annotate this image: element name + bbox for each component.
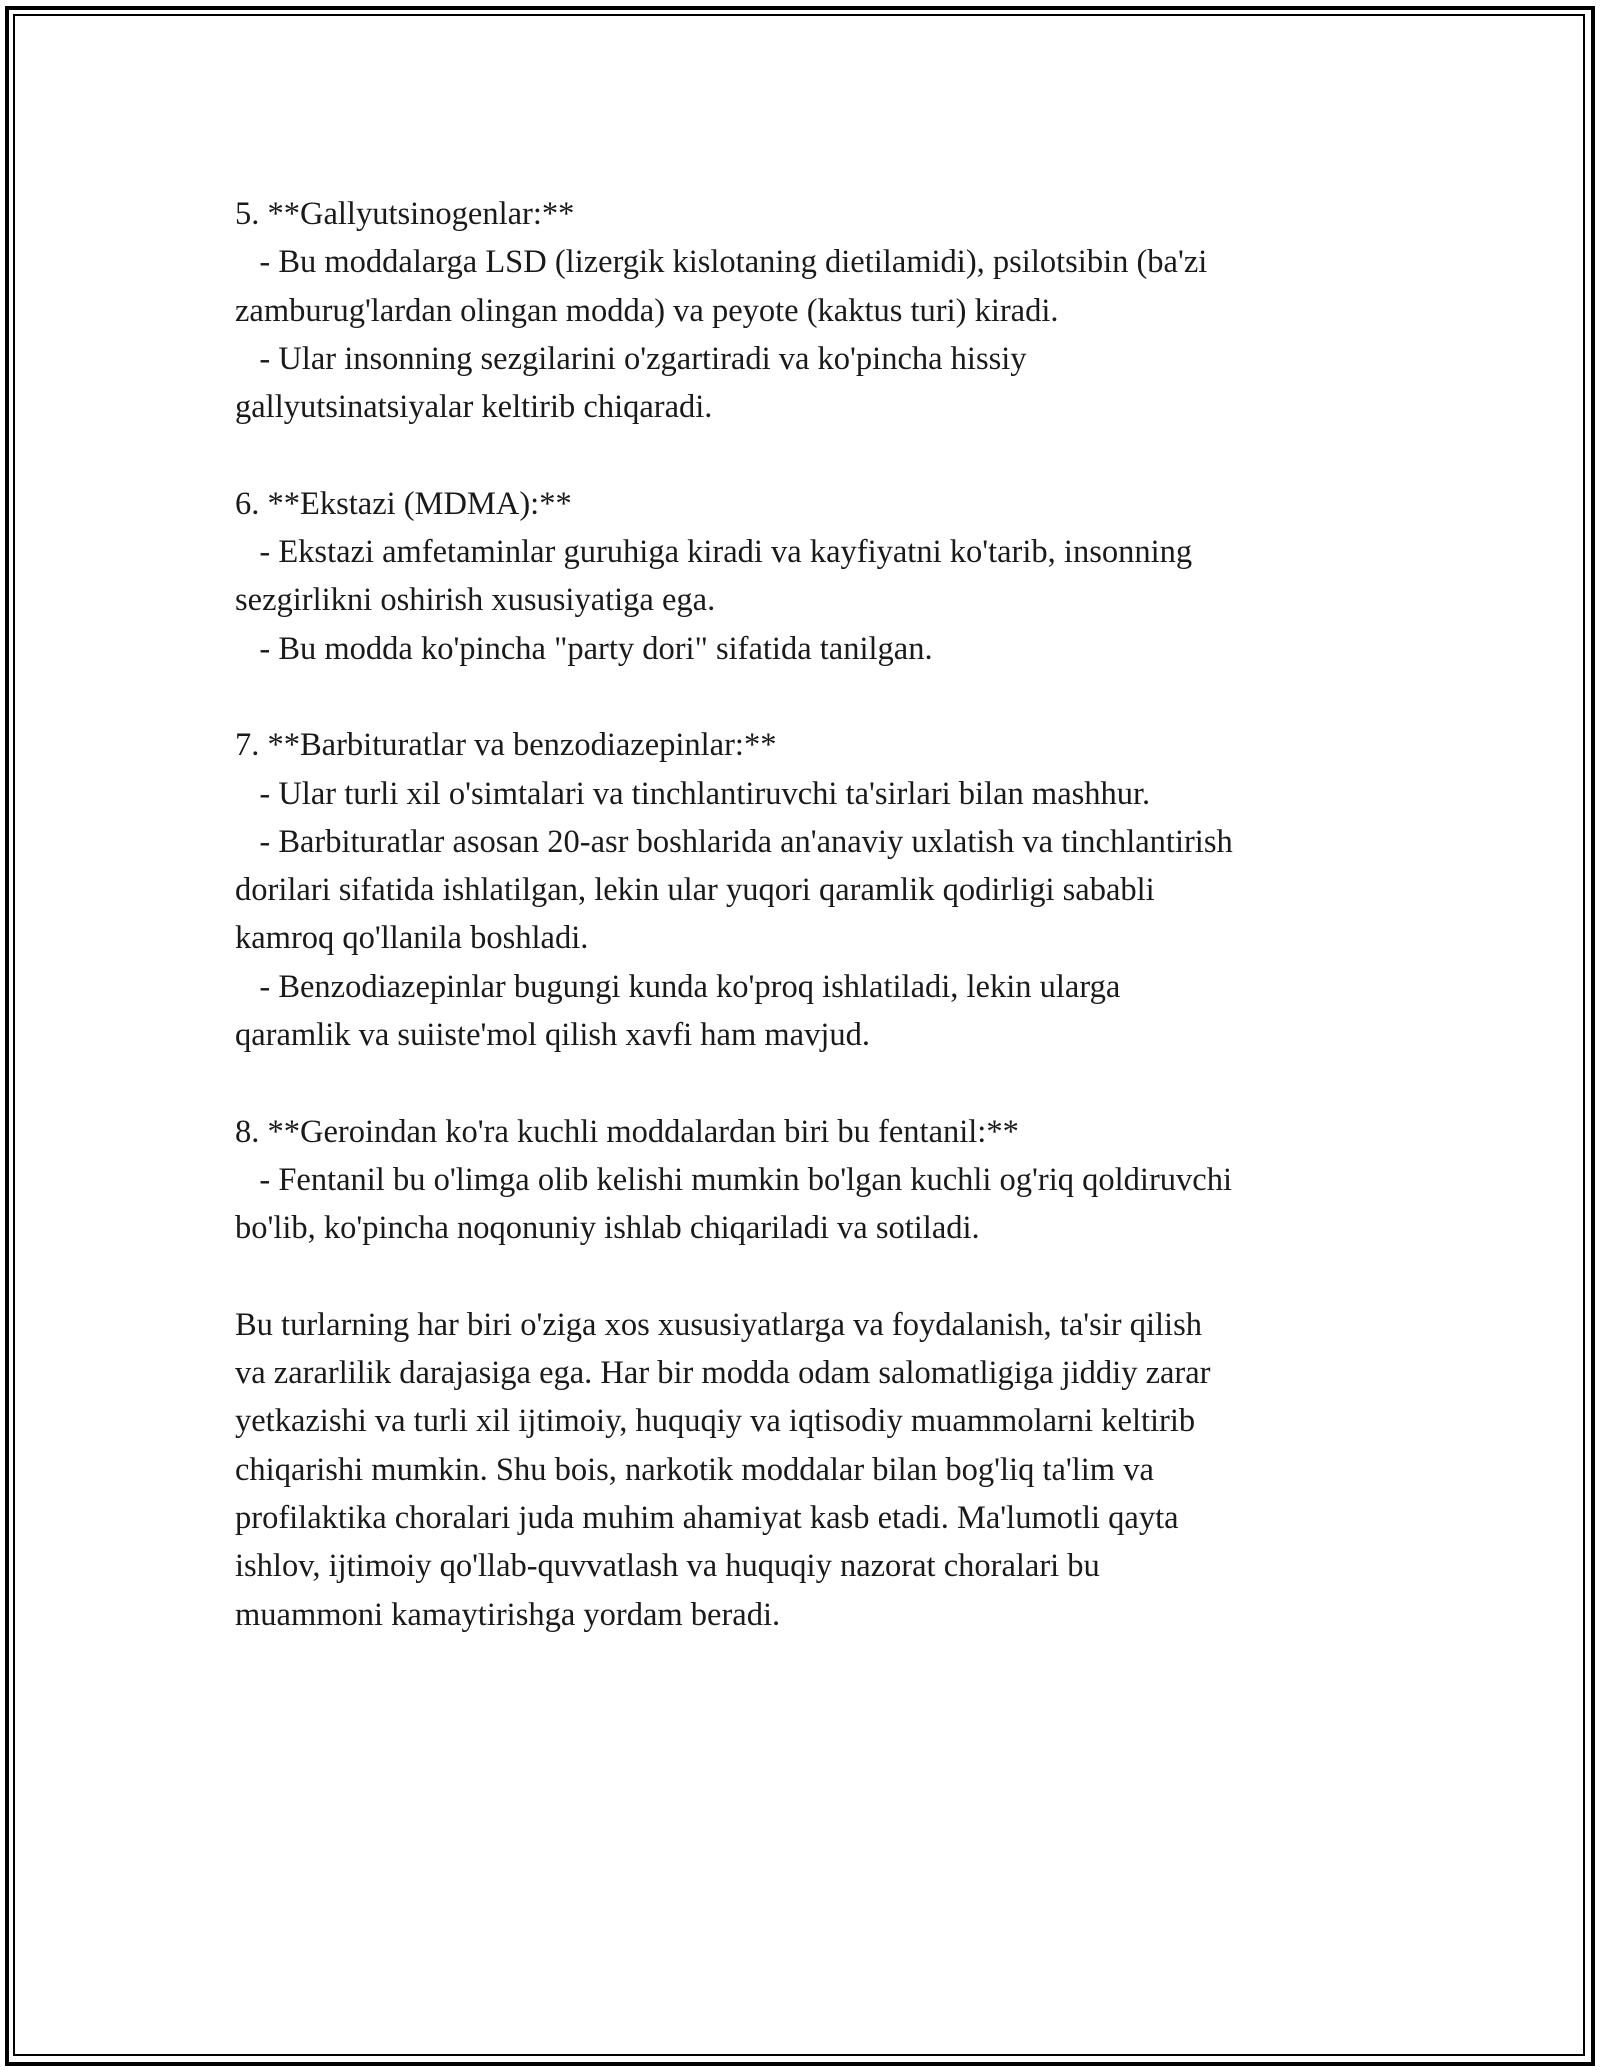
section-line: kamroq qo'llanila boshladi. — [235, 920, 589, 957]
section-heading: 7. **Barbituratlar va benzodiazepinlar:** — [235, 727, 777, 764]
section-line: - Ular turli xil o'simtalari va tinchlantiruvchi ta'sirlari bilan mashhur. — [235, 775, 1151, 812]
section-line: dorilari sifatida ishlatilgan, lekin ular yuqori qaramlik qodirligi sababli — [235, 872, 1155, 909]
section-line: gallyutsinatsiyalar keltirib chiqaradi. — [235, 389, 713, 426]
section-ekstazi — [235, 480, 1385, 673]
section-line: - Benzodiazepinlar bugungi kunda ko'proq ishlatiladi, lekin ularga — [235, 968, 1121, 1005]
section-barbituratlar — [235, 721, 1385, 1059]
paragraph-spacer — [235, 431, 1385, 479]
conclusion-line: chiqarishi mumkin. Shu bois, narkotik moddalar bilan bog'liq ta'lim va — [235, 1451, 1154, 1488]
section-heading: 8. **Geroindan ko'ra kuchli moddalardan biri bu fentanil:** — [235, 1113, 1019, 1150]
conclusion-line: muammoni kamaytirishga yordam beradi. — [235, 1596, 781, 1633]
section-line: - Bu modda ko'pincha "party dori" sifatida tanilgan. — [235, 630, 933, 667]
conclusion-paragraph — [235, 1301, 1385, 1639]
conclusion-line: va zararlilik darajasiga ega. Har bir modda odam salomatligiga jiddiy zarar — [235, 1355, 1211, 1392]
paragraph-spacer — [235, 1253, 1385, 1301]
section-line: - Barbituratlar asosan 20-asr boshlarida an'anaviy uxlatish va tinchlantirish — [235, 823, 1233, 860]
section-fentanil — [235, 1108, 1385, 1253]
conclusion-line: ishlov, ijtimoiy qo'llab-quvvatlash va huquqiy nazorat choralari bu — [235, 1548, 1100, 1585]
section-line: - Bu moddalarga LSD (lizergik kislotaning dietilamidi), psilotsibin (ba'zi — [235, 244, 1208, 281]
conclusion-line: yetkazishi va turli xil ijtimoiy, huquqiy va iqtisodiy muammolarni keltirib — [235, 1403, 1196, 1440]
conclusion-line: profilaktika choralari juda muhim ahamiyat kasb etadi. Ma'lumotli qayta — [235, 1500, 1179, 1537]
conclusion-line: Bu turlarning har biri o'ziga xos xususiyatlarga va foydalanish, ta'sir qilish — [235, 1306, 1202, 1343]
document-body — [235, 190, 1385, 1639]
section-line: sezgirlikni oshirish xususiyatiga ega. — [235, 582, 716, 619]
section-gallyutsinogenlar — [235, 190, 1385, 431]
section-line: - Fentanil bu o'limga olib kelishi mumkin bo'lgan kuchli og'riq qoldiruvchi — [235, 1161, 1232, 1198]
section-line: qaramlik va suiiste'mol qilish xavfi ham mavjud. — [235, 1017, 870, 1054]
section-line: - Ekstazi amfetaminlar guruhiga kiradi va kayfiyatni ko'tarib, insonning — [235, 534, 1193, 571]
section-heading: 6. **Ekstazi (MDMA):** — [235, 485, 572, 522]
paragraph-spacer — [235, 673, 1385, 721]
section-heading: 5. **Gallyutsinogenlar:** — [235, 196, 575, 232]
section-line: zamburug'lardan olingan modda) va peyote (kaktus turi) kiradi. — [235, 292, 1059, 329]
section-line: bo'lib, ko'pincha noqonuniy ishlab chiqariladi va sotiladi. — [235, 1210, 980, 1247]
section-line: - Ular insonning sezgilarini o'zgartiradi va ko'pincha hissiy — [235, 340, 1027, 377]
paragraph-spacer — [235, 1059, 1385, 1107]
